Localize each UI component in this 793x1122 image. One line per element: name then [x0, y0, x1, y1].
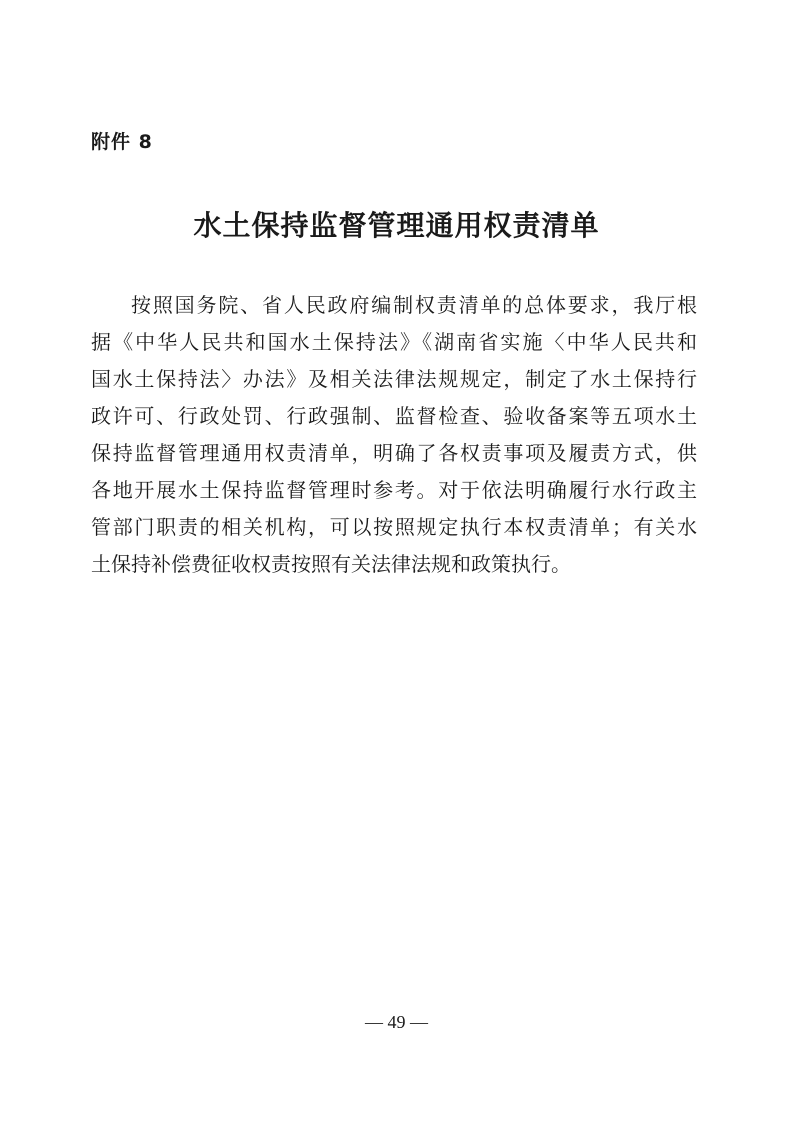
paragraph-line: 国水土保持法〉办法》及相关法律法规规定，制定了水土保持行 — [91, 367, 697, 391]
document-title: 水土保持监督管理通用权责清单 — [193, 209, 600, 242]
paragraph-line: 管部门职责的相关机构，可以按照规定执行本权责清单；有关水 — [91, 515, 697, 539]
paragraph-line: 各地开展水土保持监督管理时参考。对于依法明确履行水行政主 — [91, 478, 697, 502]
paragraph-line: 保持监督管理通用权责清单，明确了各权责事项及履责方式，供 — [91, 441, 697, 465]
paragraph-line: 据《中华人民共和国水土保持法》《湖南省实施〈中华人民共和 — [91, 330, 697, 354]
page-number: — 49 — — [365, 1012, 428, 1032]
paragraph-line: 按照国务院、省人民政府编制权责清单的总体要求，我厅根 — [131, 293, 697, 317]
body-paragraph — [91, 287, 697, 583]
attachment-label: 附件 8 — [91, 131, 153, 153]
paragraph-line: 土保持补偿费征收权责按照有关法律法规和政策执行。 — [91, 552, 571, 576]
paragraph-line: 政许可、行政处罚、行政强制、监督检查、验收备案等五项水土 — [91, 404, 697, 428]
